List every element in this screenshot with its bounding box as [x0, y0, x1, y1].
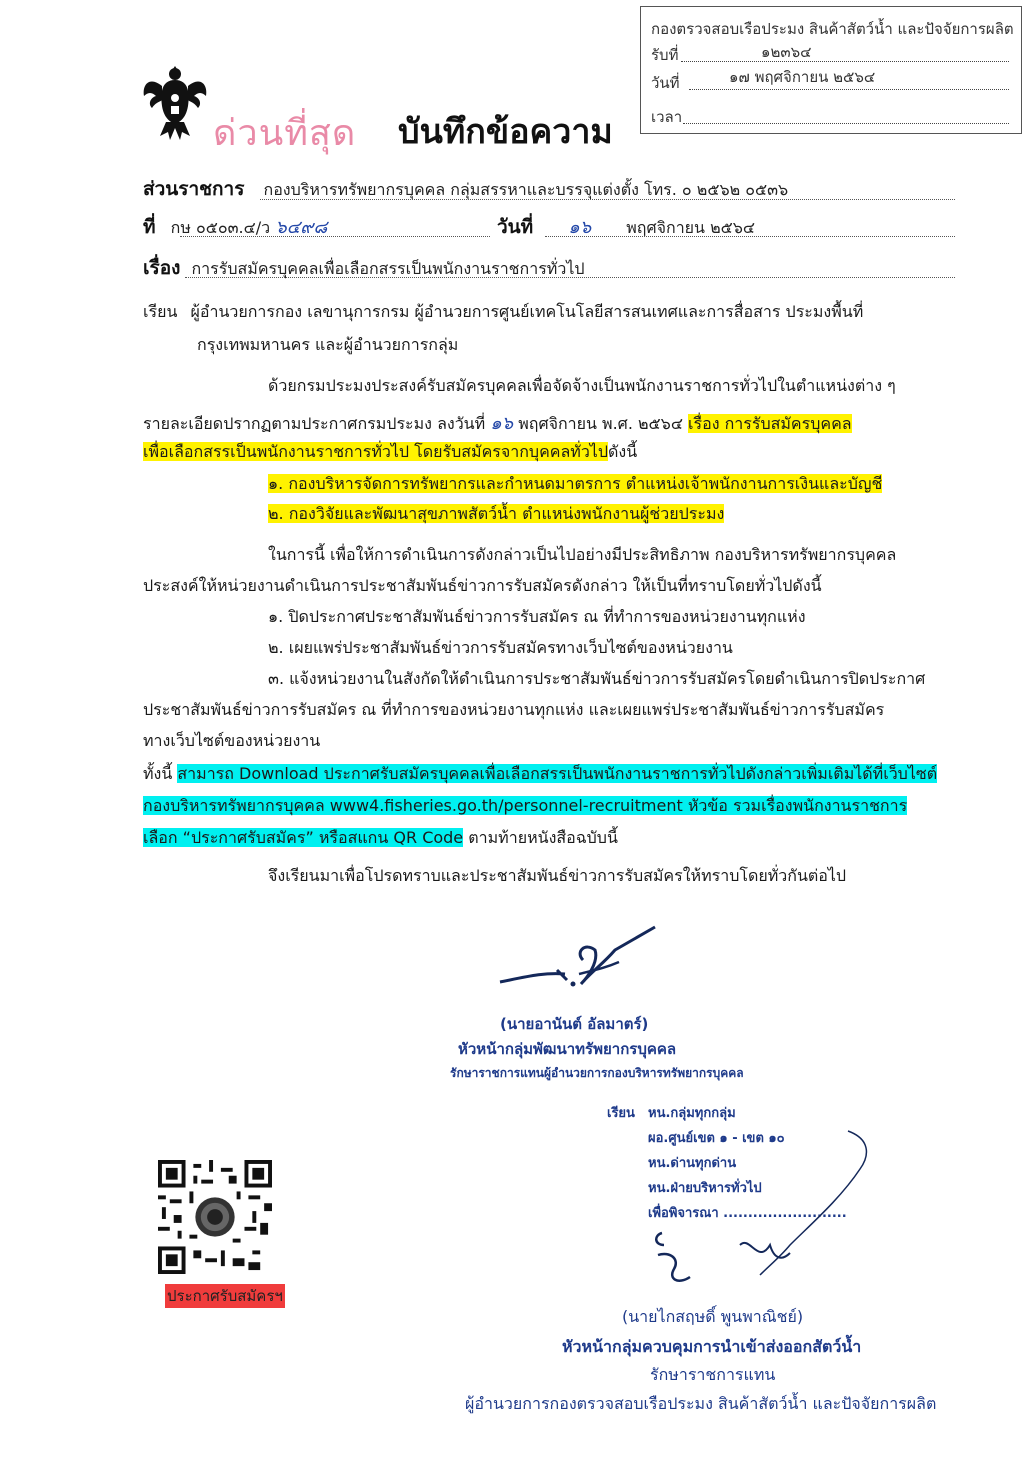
date-rest: พฤศจิกายน ๒๕๖๔ [626, 218, 755, 237]
bracket-signature-mark [730, 1125, 880, 1295]
action-item-3-line2: ประชาสัมพันธ์ข่าวการรับสมัคร ณ ที่ทำการของหน่วยงานทุกแห่ง และเผยแพร่ประชาสัมพันธ์ข่าวการรับสมัคร [143, 700, 885, 719]
stamp-date-value: ๑๗ พฤศจิกายน ๒๕๖๔ [729, 68, 876, 86]
paragraph1-line1: ด้วยกรมประมงประสงค์รับสมัครบุคคลเพื่อจัดจ้างเป็นพนักงานราชการทั่วไปในตำแหน่งต่าง ๆ [268, 376, 896, 395]
urgency-stamp: ด่วนที่สุด [213, 113, 357, 154]
date-row [497, 212, 755, 242]
subject-highlight: เรื่อง การรับสมัครบุคคล [688, 414, 852, 433]
action-item-2: ๒. เผยแพร่ประชาสัมพันธ์ข่าวการรับสมัครทางเว็บไซต์ของหน่วยงาน [268, 638, 733, 657]
distribution-item: หน.ฝ่ายบริหารทั่วไป [648, 1181, 762, 1196]
agency-value: กองบริหารทรัพยากรบุคคล กลุ่มสรรหาและบรรจุแต่งตั้ง โทร. ๐ ๒๕๖๒ ๐๕๓๖ [263, 180, 789, 199]
subject-row [143, 253, 585, 283]
distribution-item: ผอ.ศูนย์เขต ๑ - เขต ๑๐ [648, 1131, 785, 1146]
paragraph1-line3: เพื่อเลือกสรรเป็นพนักงานราชการทั่วไป โดยรับสมัครจากบุคคลทั่วไปดังนี้ [143, 442, 638, 461]
position-item-1: ๑. กองบริหารจัดการทรัพยากรและกำหนดมาตรการ ตำแหน่งเจ้าพนักงานการเงินและบัญชี [268, 474, 883, 493]
paragraph3-line3: เลือก “ประกาศรับสมัคร” หรือสแกน QR Code ตามท้ายหนังสือฉบับนี้ [143, 828, 618, 847]
addressee-label: เรียน [143, 302, 178, 321]
signer2-acting: รักษาราชการแทน [650, 1365, 776, 1384]
qr-code [158, 1160, 272, 1274]
action-item-3-line1: ๓. แจ้งหน่วยงานในสังกัดให้ดำเนินการประชาสัมพันธ์ข่าวการรับสมัครโดยดำเนินการปิดประกาศ [268, 669, 926, 688]
signer1-acting: รักษาราชการแทนผู้อำนวยการกองบริหารทรัพยากรบุคคล [450, 1066, 744, 1080]
action-item-3-line3: ทางเว็บไซต์ของหน่วยงาน [143, 731, 321, 750]
distribution-item: หน.ด่านทุกด่าน [648, 1156, 737, 1171]
stamp-received-label: รับที่ [651, 46, 679, 64]
stamp-time-label: เวลา [651, 108, 683, 126]
signer2-director: ผู้อำนวยการกองตรวจสอบเรือประมง สินค้าสัตว์น้ำ และปัจจัยการผลิต [465, 1394, 937, 1413]
addressee-line1: เรียน ผู้อำนวยการกอง เลขานุการกรม ผู้อำนวยการศูนย์เทคโนโลยีสารสนเทศและการสื่อสาร ประมงพื้นที่ [143, 302, 864, 321]
signer1-position: หัวหน้ากลุ่มพัฒนาทรัพยากรบุคคล [458, 1040, 677, 1058]
subject-value: การรับสมัครบุคคลเพื่อเลือกสรรเป็นพนักงานราชการทั่วไป [191, 259, 585, 278]
signature-mark-2 [650, 1225, 700, 1295]
garuda-emblem [140, 62, 210, 142]
paragraph3-line2 [143, 794, 907, 819]
closing-line: จึงเรียนมาเพื่อโปรดทราบและประชาสัมพันธ์ข่าวการรับสมัครให้ทราบโดยทั่วกันต่อไป [268, 866, 847, 885]
ref-number: ๖๔๙๘ [275, 217, 328, 238]
reference-row [143, 212, 327, 242]
paragraph2-line1: ในการนี้ เพื่อให้การดำเนินการดังกล่าวเป็นไปอย่างมีประสิทธิภาพ กองบริหารทรัพยากรบุคคล [268, 545, 897, 564]
subject-label: เรื่อง [143, 257, 181, 279]
ref-prefix: กษ ๐๕๐๓.๔/ว [170, 218, 271, 237]
date-label: วันที่ [497, 216, 534, 238]
stamp-agency: กองตรวจสอบเรือประมง สินค้าสัตว์น้ำ และปัจจัยการผลิต [651, 20, 1014, 38]
distribution-item: หน.กลุ่มทุกกลุ่ม [648, 1106, 736, 1121]
date-day: ๑๖ [568, 217, 592, 238]
signer1-name: (นายอานันต์ อัลมาตร์) [500, 1015, 649, 1033]
distribution-label: เรียน [607, 1106, 635, 1121]
signer2-position: หัวหน้ากลุ่มควบคุมการนำเข้าส่งออกสัตว์น้ำ [562, 1337, 862, 1356]
stamp-received-number: ๑๒๓๖๔ [761, 43, 812, 61]
qr-label: ประกาศรับสมัครฯ [165, 1284, 285, 1308]
distribution-item: เพื่อพิจารณา ......................... [648, 1206, 847, 1221]
addressee-line2: กรุงเทพมหานคร และผู้อำนวยการกลุ่ม [197, 335, 459, 354]
announcement-day: ๑๖ [490, 413, 514, 434]
memo-title: บันทึกข้อความ [398, 112, 613, 152]
paragraph2-line2: ประสงค์ให้หน่วยงานดำเนินการประชาสัมพันธ์ข่าวการรับสมัครดังกล่าว ให้เป็นที่ทราบโดยทั่วไปดังนี้ [143, 576, 822, 595]
recruitment-url: กองบริหารทรัพยากรบุคคล www4.fisheries.go.th/personnel-recruitment หัวข้อ รวมเรื่องพนักงานราชการ [143, 796, 908, 815]
paragraph1-line2: รายละเอียดปรากฏตามประกาศกรมประมง ลงวันที่ ๑๖ พฤศจิกายน พ.ศ. ๒๕๖๔ เรื่อง การรับสมัครบุคคล [143, 413, 852, 434]
ref-label: ที่ [143, 216, 156, 238]
paragraph3-line1: ทั้งนี้ สามารถ Download ประกาศรับสมัครบุคคลเพื่อเลือกสรรเป็นพนักงานราชการทั่วไปดังกล่าวเพิ่มเติมได้ที่เว็บไซต์ [143, 764, 938, 783]
stamp-date-label: วันที่ [651, 74, 680, 92]
agency-label: ส่วนราชการ [143, 178, 245, 200]
position-item-2: ๒. กองวิจัยและพัฒนาสุขภาพสัตว์น้ำ ตำแหน่งพนักงานผู้ช่วยประมง [268, 504, 725, 523]
receipt-stamp [640, 6, 1022, 134]
signature-mark-1 [495, 922, 665, 1002]
signer2-name: (นายไกสฤษดิ์ พูนพาณิชย์) [622, 1307, 804, 1326]
action-item-1: ๑. ปิดประกาศประชาสัมพันธ์ข่าวการรับสมัคร ณ ที่ทำการของหน่วยงานทุกแห่ง [268, 607, 806, 626]
